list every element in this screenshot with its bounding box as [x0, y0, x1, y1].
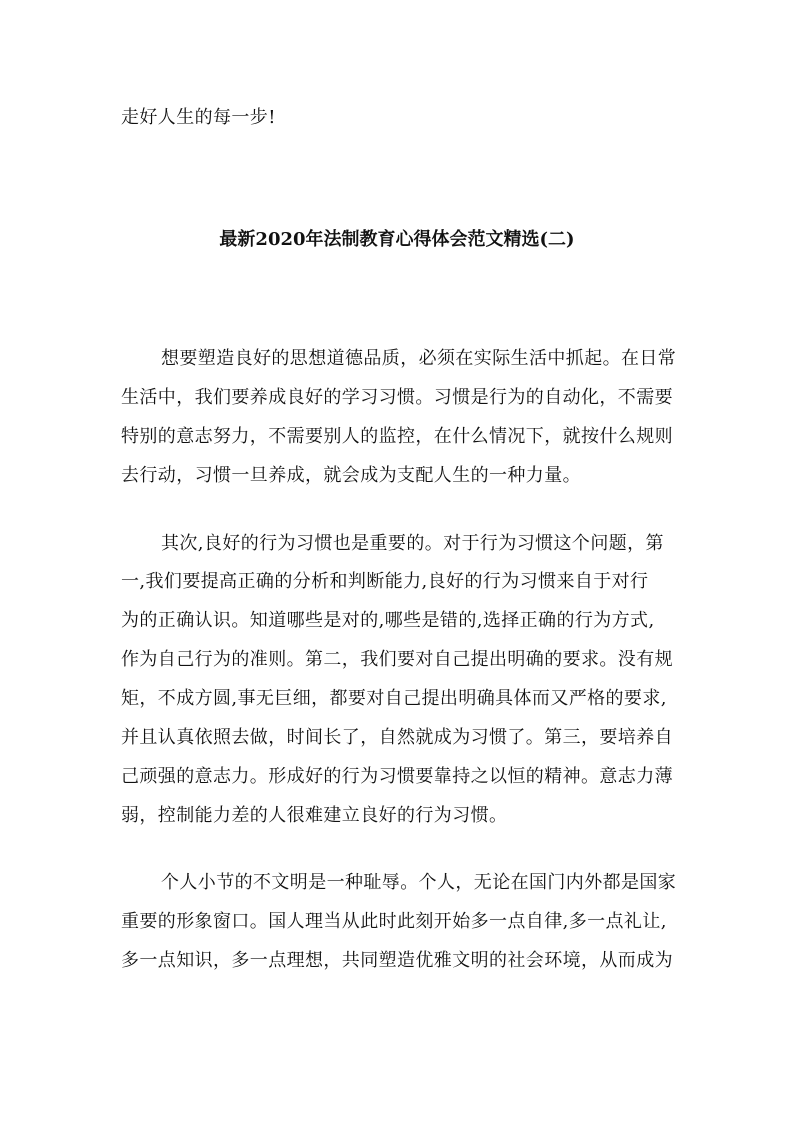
- paragraph-line: 一,我们要提高正确的分析和判断能力,良好的行为习惯来自于对行: [121, 571, 649, 592]
- paragraph-line: 并且认真依照去做，时间长了，自然就成为习惯了。第三，要培养自: [121, 727, 673, 748]
- paragraph-line: 其次,良好的行为习惯也是重要的。对于行为习惯这个问题，第: [161, 533, 664, 554]
- paragraph-line: 特别的意志努力，不需要别人的监控，在什么情况下，就按什么规则: [121, 426, 673, 447]
- page-title: 最新2020年法制教育心得体会范文精选(二): [219, 229, 575, 250]
- paragraph-line: 生活中，我们要养成良好的学习习惯。习惯是行为的自动化，不需要: [121, 387, 673, 408]
- paragraph-line: 弱，控制能力差的人很难建立良好的行为习惯。: [121, 805, 508, 826]
- paragraph-line: 想要塑造良好的思想道德品质，必须在实际生活中抓起。在日常: [161, 348, 677, 369]
- paragraph-line: 重要的形象窗口。国人理当从此时此刻开始多一点自律,多一点礼让,: [121, 911, 667, 932]
- paragraph-line: 矩，不成方圆,事无巨细，都要对自己提出明确具体而又严格的要求,: [121, 688, 667, 709]
- paragraph-line: 去行动，习惯一旦养成，就会成为支配人生的一种力量。: [121, 465, 581, 486]
- paragraph-line: 作为自己行为的准则。第二，我们要对自己提出明确的要求。没有规: [121, 649, 673, 670]
- previous-paragraph-end: 走好人生的每一步!: [121, 107, 276, 128]
- paragraph-line: 多一点知识，多一点理想，共同塑造优雅文明的社会环境，从而成为: [121, 950, 673, 971]
- paragraph-line: 个人小节的不文明是一种耻辱。个人，无论在国门内外都是国家: [161, 872, 677, 893]
- paragraph-line: 己顽强的意志力。形成好的行为习惯要靠持之以恒的精神。意志力薄: [121, 766, 673, 787]
- paragraph-line: 为的正确认识。知道哪些是对的,哪些是错的,选择正确的行为方式,: [121, 610, 655, 631]
